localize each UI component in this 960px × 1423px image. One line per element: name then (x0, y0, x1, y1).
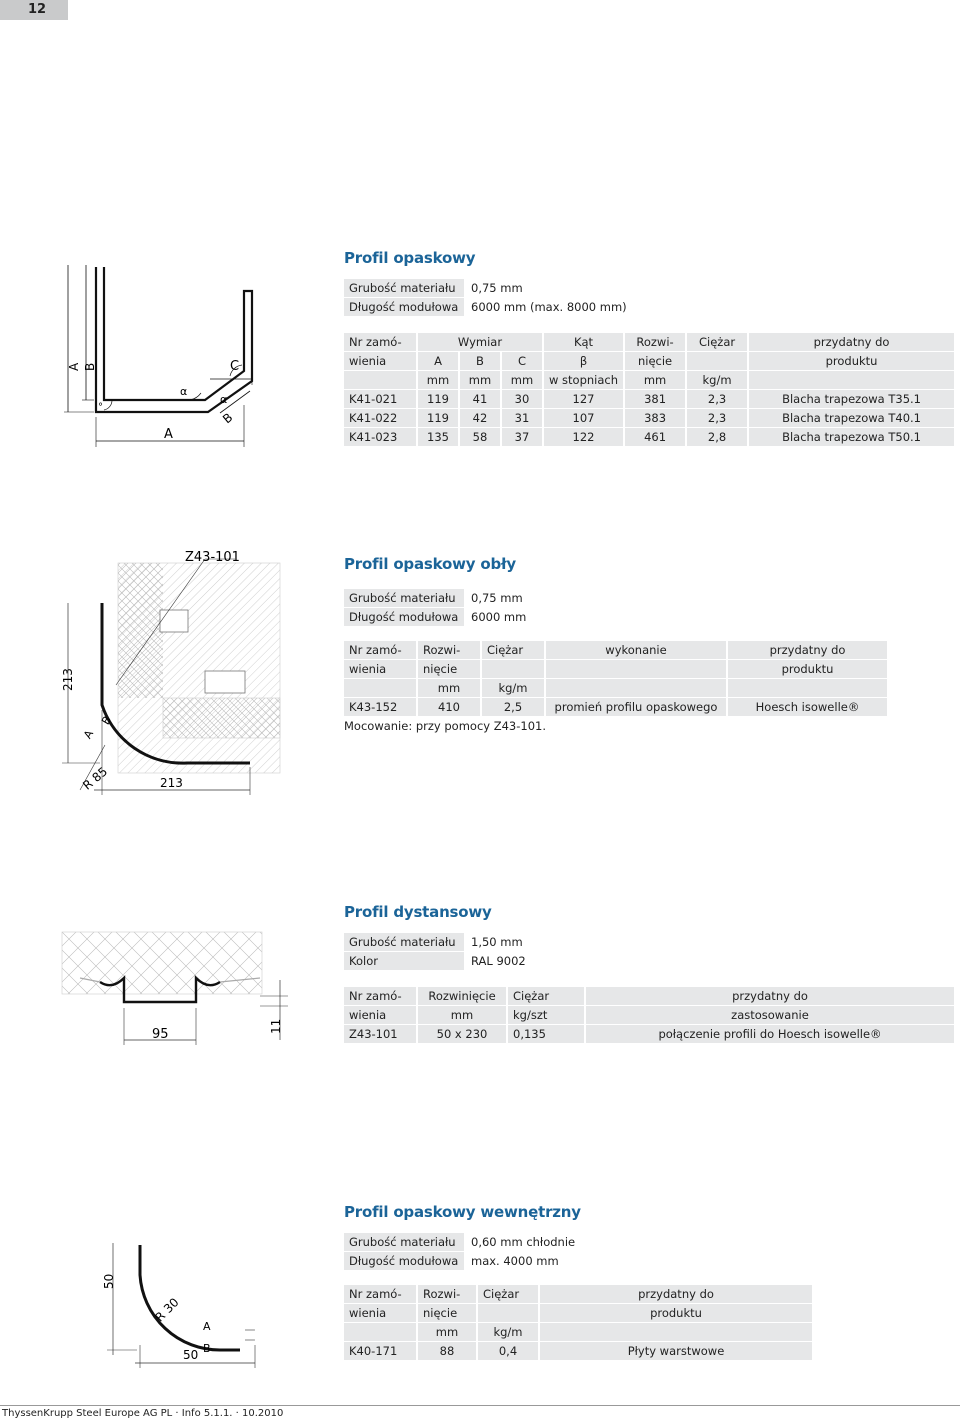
table-cell: 383 (625, 409, 687, 428)
angle-degree: ° (98, 402, 103, 413)
data-table (344, 641, 889, 717)
header-ciezar: Ciężar (508, 987, 586, 1006)
unit-kgm: kg/m (482, 679, 546, 698)
dim-label-height: 213 (61, 668, 75, 691)
dim-label-b: B (99, 713, 115, 727)
table-row (344, 409, 956, 428)
profile-drawing-2 (50, 545, 340, 810)
table-cell: Blacha trapezowa T35.1 (749, 390, 956, 409)
spec-value: max. 4000 mm (466, 1252, 628, 1271)
angle-alpha-2: α (220, 393, 228, 406)
radius-label: R 85 (80, 764, 111, 793)
header-przydatny-2: produktu (540, 1304, 814, 1323)
header-beta: β (544, 352, 625, 371)
spec-table (344, 279, 634, 317)
spec-label: Długość modułowa (344, 298, 466, 317)
section-profil-opaskowy (344, 249, 956, 447)
unit-mm: mm (418, 371, 460, 390)
header-nr-2: wienia (344, 660, 418, 679)
header-przydatny: przydatny do (749, 333, 956, 352)
table-cell: 0,135 (508, 1025, 586, 1044)
header-nr: Nr zamó- (344, 1285, 418, 1304)
spec-label: Długość modułowa (344, 608, 466, 627)
spec-value: 0,75 mm (466, 279, 634, 298)
header-przydatny-2: produktu (749, 352, 956, 371)
table-row (344, 698, 889, 717)
unit-mm: mm (418, 679, 482, 698)
header-empty (344, 1323, 418, 1342)
header-rozwiniecie: Rozwinięcie (418, 987, 508, 1006)
table-cell: 50 x 230 (418, 1025, 508, 1044)
table-cell: 461 (625, 428, 687, 447)
dim-label-width: 213 (160, 776, 183, 790)
table-cell: 2,8 (687, 428, 749, 447)
header-kat: Kąt (544, 333, 625, 352)
table-row (344, 390, 956, 409)
header-przydatny-2: produktu (728, 660, 889, 679)
table-cell: 107 (544, 409, 625, 428)
header-nr: Nr zamó- (344, 333, 418, 352)
dim-label-c: C (230, 359, 240, 374)
unit-kgm: kg/m (478, 1323, 540, 1342)
profile-drawing-3 (60, 930, 300, 1055)
table-cell: K41-021 (344, 390, 418, 409)
spec-table (344, 933, 628, 971)
table-cell: 127 (544, 390, 625, 409)
table-cell: 37 (502, 428, 544, 447)
header-rozwiniecie: Rozwi- (625, 333, 687, 352)
spec-label: Grubość materiału (344, 1233, 466, 1252)
table-cell: 0,4 (478, 1342, 540, 1361)
table-row (344, 1342, 814, 1361)
header-przydatny: przydatny do (728, 641, 889, 660)
header-b: B (460, 352, 502, 371)
section-profil-wewnetrzny (344, 1203, 956, 1361)
section-title: Profil dystansowy (344, 903, 492, 921)
header-empty (546, 679, 728, 698)
spec-value: 6000 mm (466, 608, 628, 627)
header-wykonanie: wykonanie (546, 641, 728, 660)
data-table (344, 1285, 814, 1361)
table-cell: Blacha trapezowa T40.1 (749, 409, 956, 428)
table-row (344, 1025, 956, 1044)
page-number: 12 (0, 0, 68, 20)
unit-kgm: kg/m (687, 371, 749, 390)
dim-label-height: 11 (269, 1018, 283, 1034)
header-przydatny-2: zastosowanie (586, 1006, 956, 1025)
data-table (344, 333, 956, 447)
spec-value: 0,60 mm chłodnie (466, 1233, 628, 1252)
table-cell: 135 (418, 428, 460, 447)
dim-label-width: 95 (152, 1027, 169, 1042)
table-cell: promień profilu opaskowego (546, 698, 728, 717)
section-title: Profil opaskowy obły (344, 555, 516, 573)
header-empty (540, 1323, 814, 1342)
table-cell: 30 (502, 390, 544, 409)
header-przydatny: przydatny do (540, 1285, 814, 1304)
header-empty (344, 371, 418, 390)
profile-drawing-1 (60, 255, 335, 455)
spec-table (344, 589, 628, 627)
unit-mm: mm (460, 371, 502, 390)
table-cell: 88 (418, 1342, 478, 1361)
header-empty (749, 371, 956, 390)
unit-mm: mm (418, 1323, 478, 1342)
spec-label: Grubość materiału (344, 279, 466, 298)
table-cell: 2,3 (687, 390, 749, 409)
header-empty (344, 679, 418, 698)
header-empty (728, 679, 889, 698)
unit-kgszt: kg/szt (508, 1006, 586, 1025)
header-empty (546, 660, 728, 679)
table-cell: K41-023 (344, 428, 418, 447)
dim-label-a: A (81, 727, 97, 741)
spec-label: Długość modułowa (344, 1252, 466, 1271)
header-empty (687, 352, 749, 371)
table-row (344, 428, 956, 447)
header-rozwiniecie: Rozwi- (418, 1285, 478, 1304)
dim-label-b-left: B (83, 362, 97, 371)
spec-value: 0,75 mm (466, 589, 628, 608)
table-cell: połączenie profili do Hoesch isowelle® (586, 1025, 956, 1044)
unit-degrees: w stopniach (544, 371, 625, 390)
header-rozwiniecie: Rozwi- (418, 641, 482, 660)
table-cell: Hoesch isowelle® (728, 698, 889, 717)
table-cell: 58 (460, 428, 502, 447)
dim-label-a: A (203, 1320, 211, 1333)
header-rozwiniecie-2: nięcie (625, 352, 687, 371)
header-nr: Nr zamó- (344, 641, 418, 660)
header-a: A (418, 352, 460, 371)
header-wymiar: Wymiar (418, 333, 544, 352)
spec-value: RAL 9002 (466, 952, 628, 971)
dim-label-a-bottom: A (164, 427, 173, 442)
unit-mm: mm (418, 1006, 508, 1025)
table-cell: Płyty warstwowe (540, 1342, 814, 1361)
header-przydatny: przydatny do (586, 987, 956, 1006)
spec-value: 6000 mm (max. 8000 mm) (466, 298, 634, 317)
table-cell: 410 (418, 698, 482, 717)
spec-table (344, 1233, 628, 1271)
spec-label: Grubość materiału (344, 933, 466, 952)
spec-label: Kolor (344, 952, 466, 971)
data-table (344, 987, 956, 1044)
header-nr-2: wienia (344, 352, 418, 371)
table-cell: 2,3 (687, 409, 749, 428)
header-empty (482, 660, 546, 679)
table-cell: K43-152 (344, 698, 418, 717)
section-profil-opaskowy-obly (344, 555, 956, 733)
table-cell: 381 (625, 390, 687, 409)
profile-drawing-4 (95, 1235, 265, 1370)
table-cell: 41 (460, 390, 502, 409)
table-cell: Z43-101 (344, 1025, 418, 1044)
header-rozwiniecie-2: nięcie (418, 1304, 478, 1323)
dim-label-a-left: A (67, 362, 81, 371)
dim-label-height: 50 (102, 1273, 116, 1289)
section-title: Profil opaskowy wewnętrzny (344, 1203, 581, 1221)
label-z43: Z43-101 (185, 550, 240, 565)
dim-label-width: 50 (183, 1348, 199, 1362)
table-cell: 42 (460, 409, 502, 428)
table-cell: K40-171 (344, 1342, 418, 1361)
header-empty (478, 1304, 540, 1323)
mounting-note: Mocowanie: przy pomocy Z43-101. (344, 719, 547, 733)
header-ciezar: Ciężar (482, 641, 546, 660)
table-cell: 119 (418, 390, 460, 409)
header-nr-2: wienia (344, 1006, 418, 1025)
table-cell: 2,5 (482, 698, 546, 717)
header-rozwiniecie-2: nięcie (418, 660, 482, 679)
unit-mm: mm (625, 371, 687, 390)
radius-label: R 30 (152, 1295, 182, 1325)
table-cell: 31 (502, 409, 544, 428)
footer: ThyssenKrupp Steel Europe AG PL · Info 5.1.1. · 10.2010 (2, 1408, 284, 1419)
header-ciezar: Ciężar (478, 1285, 540, 1304)
header-nr-2: wienia (344, 1304, 418, 1323)
spec-label: Grubość materiału (344, 589, 466, 608)
header-ciezar: Ciężar (687, 333, 749, 352)
table-cell: 122 (544, 428, 625, 447)
dim-label-b-diag: B (220, 410, 236, 427)
spec-value: 1,50 mm (466, 933, 628, 952)
angle-alpha-1: α (180, 385, 188, 398)
table-cell: Blacha trapezowa T50.1 (749, 428, 956, 447)
dim-label-b: B (203, 1342, 211, 1355)
table-cell: K41-022 (344, 409, 418, 428)
unit-mm: mm (502, 371, 544, 390)
header-nr: Nr zamó- (344, 987, 418, 1006)
table-cell: 119 (418, 409, 460, 428)
section-profil-dystansowy (344, 903, 956, 1044)
section-title: Profil opaskowy (344, 249, 476, 267)
header-c: C (502, 352, 544, 371)
